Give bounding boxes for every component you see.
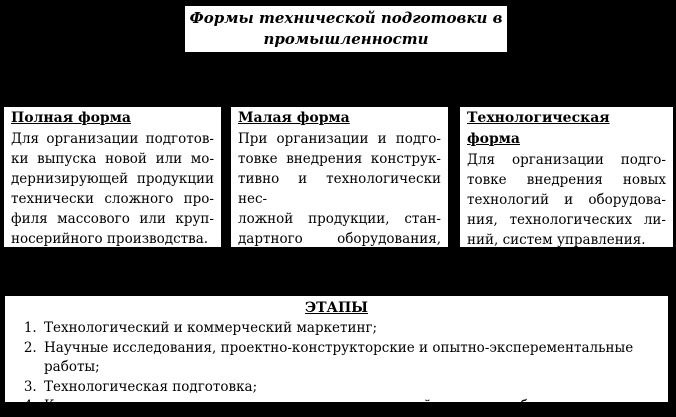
title-line-2: промышленности [263,30,429,48]
form-box-small-body [238,129,441,269]
form-box-technological [459,106,674,248]
text-line: тивно и технологически нес- [238,171,441,207]
form-box-full-body [11,129,214,249]
form-box-small-title: Малая форма [238,110,350,126]
title-line-1: Формы технической подготовки в [189,9,503,27]
stage-item: 4. Комплекс организационных и производственно-хозяйственных работ. [41,397,658,417]
title-box [183,4,509,54]
stages-list [15,319,658,417]
text-line: дернизирующей продукции [11,171,214,187]
form-box-small [230,106,449,267]
text-line: технически сложного про- [11,191,214,207]
stage-item: 3. Технологическая подготовка; [41,378,658,398]
stages-title: ЭТАПЫ [305,300,368,316]
text-line: технологий и оборудова- [467,192,666,208]
text-line: дартного оборудования, [238,231,441,247]
form-box-full-title: Полная форма [11,110,131,126]
stages-box [3,294,670,414]
text-line: При организации и подго- [238,131,441,147]
text-line: носерийного производства. [11,231,209,247]
text-line: товке внедрения новых [467,172,666,188]
text-line: филя массового или круп- [11,211,214,227]
stage-item: 2. Научные исследования, проектно-конструкторские и опытно-эксперементальные работы; [41,339,658,378]
form-box-technological-title: Технологическая форма [467,110,610,147]
text-line: Для организации подготов- [11,131,214,147]
text-line: ложной продукции, стан- [238,211,441,227]
form-box-technological-body [467,150,666,250]
text-line: ний, систем управления. [467,232,646,248]
stage-item: 1. Технологический и коммерческий маркетинг; [41,319,658,339]
text-line: инструмента и т.д. [238,251,373,267]
text-line: Для организации подго- [467,152,666,168]
text-line: товке внедрения конструк- [238,151,441,167]
form-box-full [3,106,222,248]
text-line: ния, технологических ли- [467,212,666,228]
text-line: ки выпуска новой или мо- [11,151,214,167]
